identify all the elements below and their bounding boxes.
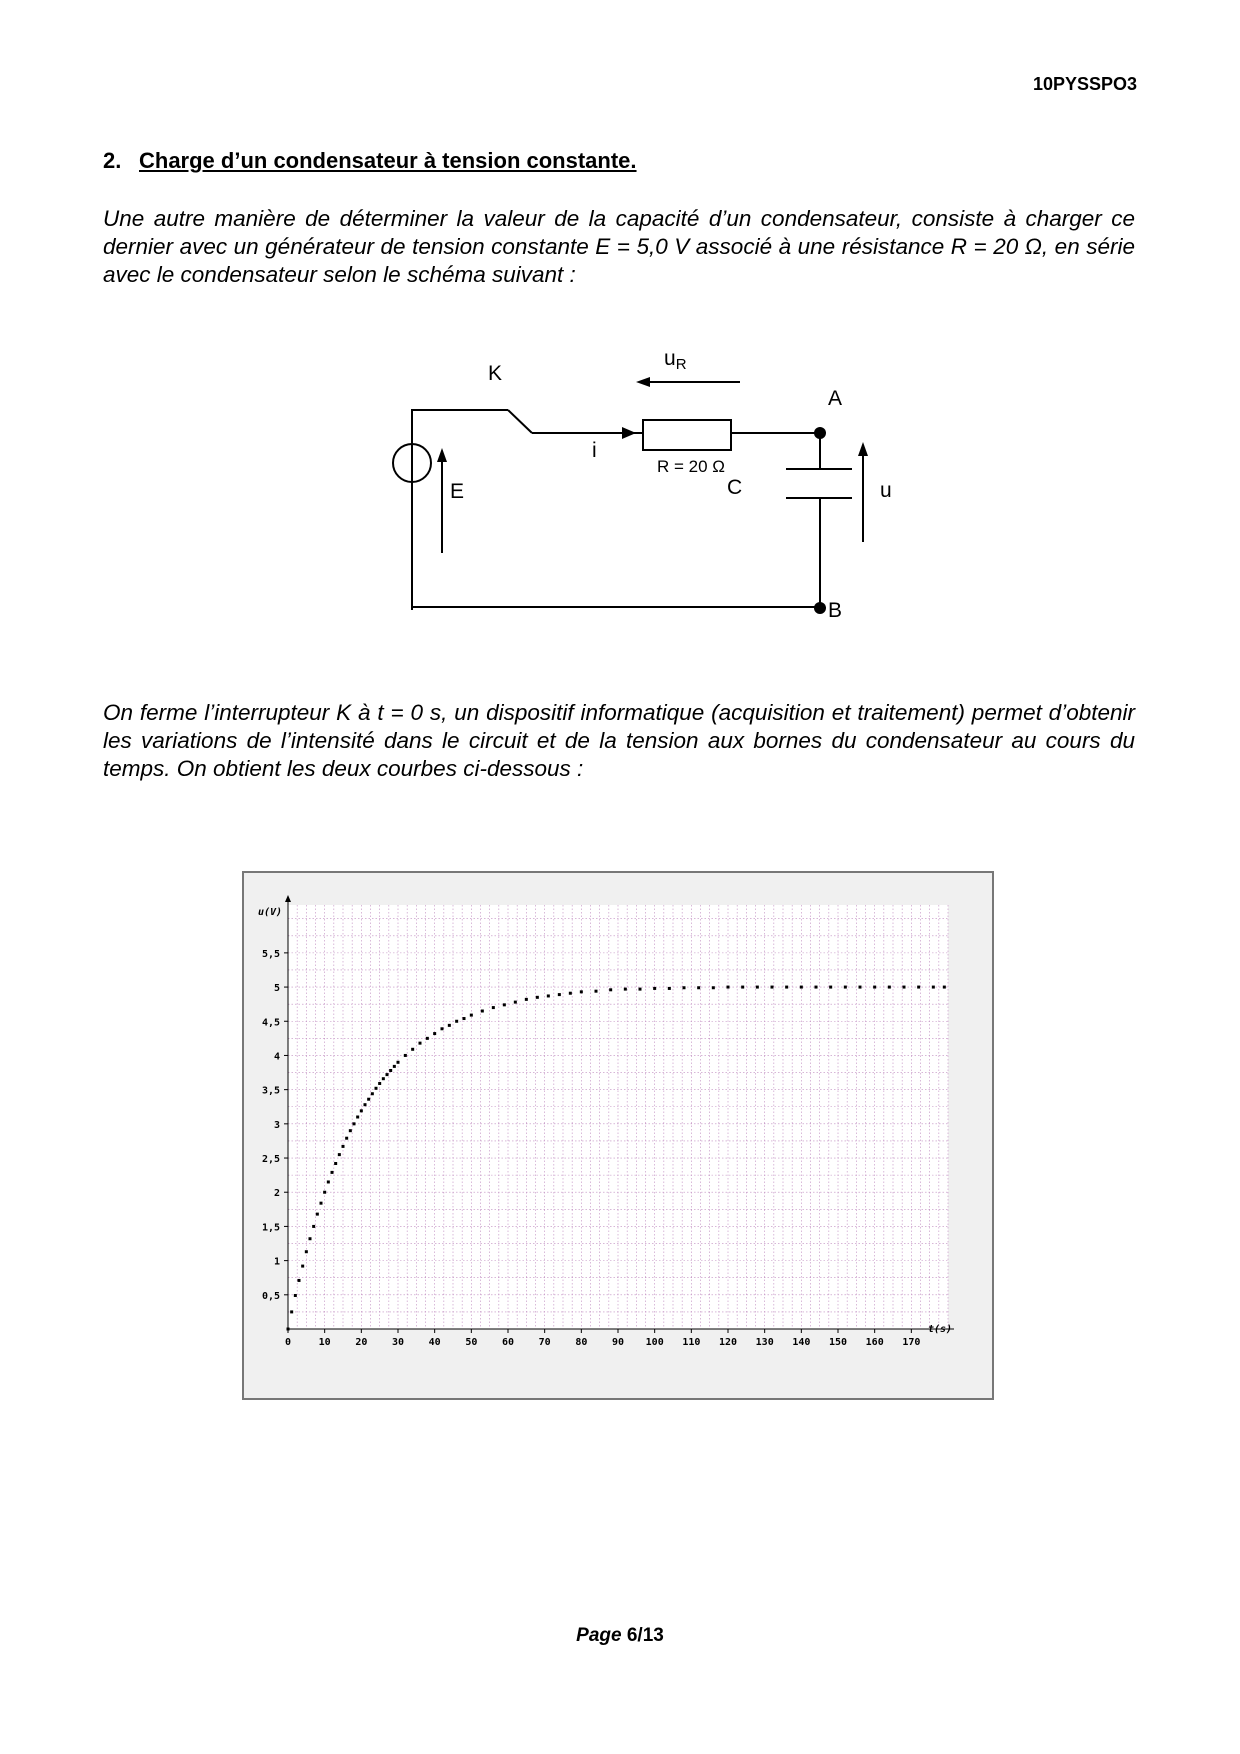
switch-blade [508, 410, 532, 433]
voltage-chart [244, 873, 992, 1398]
data-point [345, 1137, 348, 1140]
data-point [386, 1073, 389, 1076]
data-point [287, 1328, 290, 1331]
voltage-chart-frame [242, 871, 994, 1400]
x-tick-label: 110 [682, 1337, 701, 1348]
generator-label: E [450, 480, 465, 503]
generator-arrowhead [437, 448, 447, 462]
intro-paragraph: Une autre manière de déterminer la valeur de la capacité d’un condensateur, consiste à charger ce dernier avec un générateur de tension constante E = 5,0 V associé à une résistance R = 20 Ω, en série avec le condensateur selon le schéma suivant : [103, 206, 1135, 287]
y-tick-label: 5 [273, 983, 280, 995]
x-tick-label: 150 [829, 1337, 848, 1348]
data-point [334, 1162, 337, 1165]
data-point [389, 1069, 392, 1072]
data-point [697, 986, 700, 989]
data-point [316, 1213, 319, 1216]
y-axis-label: u(V) [258, 907, 283, 918]
data-point [580, 990, 583, 993]
data-point [298, 1279, 301, 1282]
capacitor-arrowhead [858, 442, 868, 456]
data-point [441, 1027, 444, 1030]
data-point [844, 986, 847, 989]
page-number: 6/13 [626, 1625, 664, 1646]
data-point [756, 986, 759, 989]
data-point [859, 986, 862, 989]
data-point [323, 1191, 326, 1194]
data-point [536, 996, 539, 999]
data-point [331, 1171, 334, 1174]
data-point [525, 998, 528, 1001]
resistor-symbol [643, 420, 731, 450]
data-point [349, 1129, 352, 1132]
wire-left-top [412, 410, 508, 435]
y-tick-label: 2 [273, 1188, 280, 1200]
resistor-arrowhead [636, 377, 650, 387]
data-point [741, 986, 744, 989]
data-point [547, 994, 550, 997]
y-tick-label: 5,5 [261, 948, 280, 960]
current-arrowhead [622, 427, 636, 439]
data-point [873, 986, 876, 989]
data-point [569, 992, 572, 995]
data-point [829, 986, 832, 989]
data-point [393, 1065, 396, 1068]
data-point [653, 987, 656, 990]
data-point [558, 993, 561, 996]
resistor-voltage-label-sub: R [675, 356, 687, 373]
x-tick-label: 50 [465, 1337, 478, 1348]
data-point [290, 1310, 293, 1313]
switch-label: K [488, 362, 503, 385]
data-point [448, 1024, 451, 1027]
x-tick-label: 100 [645, 1337, 664, 1348]
rc-circuit-diagram [360, 330, 920, 630]
data-point [426, 1037, 429, 1040]
data-point [470, 1014, 473, 1017]
x-tick-label: 130 [755, 1337, 774, 1348]
x-tick-label: 170 [902, 1337, 921, 1348]
node-a-label: A [828, 387, 843, 410]
data-point [800, 986, 803, 989]
experiment-paragraph: On ferme l’interrupteur K à t = 0 s, un dispositif informatique (acquisition et traitement) permet d’obtenir les variations de l’intensité dans le circuit et de la tension aux bornes du condensateur au cours du temps. On obtient les deux courbes ci-dessous : [103, 700, 1135, 781]
data-point [815, 986, 818, 989]
data-point [639, 988, 642, 991]
data-point [668, 987, 671, 990]
x-tick-label: 20 [355, 1337, 368, 1348]
data-point [463, 1017, 466, 1020]
data-point [294, 1294, 297, 1297]
y-tick-label: 2,5 [261, 1154, 280, 1166]
page-label: Page [576, 1625, 622, 1646]
section-title: Charge d’un condensateur à tension constante. [139, 148, 637, 173]
data-point [771, 986, 774, 989]
capacitor-voltage-label: u [880, 479, 892, 502]
data-point [943, 986, 946, 989]
data-point [338, 1153, 341, 1156]
node-b-dot [814, 602, 826, 614]
current-label: i [592, 439, 597, 462]
data-point [492, 1006, 495, 1009]
resistor-voltage-label [664, 347, 687, 373]
data-point [419, 1042, 422, 1045]
data-point [683, 986, 686, 989]
data-point [367, 1098, 370, 1101]
data-point [595, 990, 598, 993]
document-code: 10PYSSPO3 [1032, 74, 1137, 94]
x-tick-label: 10 [318, 1337, 331, 1348]
resistor-value-label: R = 20 Ω [657, 457, 725, 476]
data-point [378, 1082, 381, 1085]
data-point [503, 1003, 506, 1006]
data-point [624, 988, 627, 991]
data-point [609, 988, 612, 991]
data-point [514, 1001, 517, 1004]
page-footer [0, 1625, 1240, 1647]
data-point [932, 986, 935, 989]
x-axis-label: t(s) [928, 1324, 953, 1335]
y-tick-label: 1,5 [261, 1222, 280, 1234]
section-number: 2. [103, 148, 122, 173]
section-heading [103, 148, 637, 174]
data-point [888, 986, 891, 989]
data-point [411, 1048, 414, 1051]
x-tick-label: 60 [502, 1337, 515, 1348]
data-point [433, 1032, 436, 1035]
y-tick-label: 3 [273, 1119, 280, 1131]
data-point [785, 986, 788, 989]
data-point [360, 1109, 363, 1112]
data-point [481, 1010, 484, 1013]
data-point [917, 986, 920, 989]
y-tick-label: 3,5 [261, 1085, 280, 1097]
data-point [327, 1180, 330, 1183]
y-axis-arrowhead [285, 895, 291, 902]
data-point [301, 1265, 304, 1268]
data-point [312, 1225, 315, 1228]
x-tick-label: 160 [865, 1337, 884, 1348]
data-point [382, 1077, 385, 1080]
y-tick-label: 1 [273, 1256, 280, 1268]
data-point [712, 986, 715, 989]
x-tick-label: 90 [612, 1337, 625, 1348]
x-tick-label: 70 [538, 1337, 551, 1348]
x-tick-label: 80 [575, 1337, 588, 1348]
data-point [364, 1103, 367, 1106]
data-point [342, 1145, 345, 1148]
y-tick-label: 4,5 [261, 1017, 280, 1029]
data-point [371, 1092, 374, 1095]
y-tick-label: 4 [273, 1051, 280, 1063]
node-b-label: B [828, 599, 843, 622]
data-point [309, 1237, 312, 1240]
data-point [397, 1061, 400, 1064]
data-point [903, 986, 906, 989]
x-tick-label: 120 [719, 1337, 738, 1348]
data-point [305, 1250, 308, 1253]
capacitor-label: C [727, 476, 743, 499]
data-point [375, 1087, 378, 1090]
data-point [356, 1116, 359, 1119]
data-point [353, 1122, 356, 1125]
x-tick-label: 0 [285, 1337, 292, 1348]
data-point [404, 1054, 407, 1057]
data-point [727, 986, 730, 989]
data-point [320, 1202, 323, 1205]
resistor-voltage-label-main: u [664, 347, 676, 370]
node-a-dot [814, 427, 826, 439]
y-tick-label: 0,5 [261, 1290, 280, 1302]
data-point [455, 1020, 458, 1023]
x-tick-label: 140 [792, 1337, 811, 1348]
x-tick-label: 40 [428, 1337, 441, 1348]
x-tick-label: 30 [392, 1337, 405, 1348]
